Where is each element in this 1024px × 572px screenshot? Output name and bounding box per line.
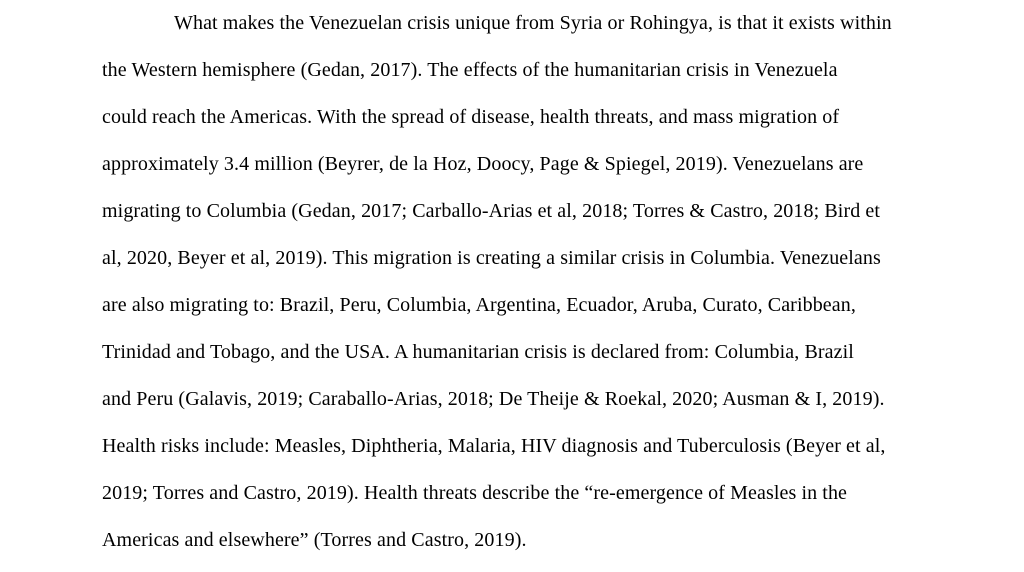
text-line: could reach the Americas. With the spread of disease, health threats, and mass migration of (102, 106, 840, 128)
text-line: al, 2020, Beyer et al, 2019). This migration is creating a similar crisis in Columbia. Venezuelans (102, 247, 881, 269)
text-line: Americas and elsewhere” (Torres and Castro, 2019). (102, 529, 527, 551)
text-line: the Western hemisphere (Gedan, 2017). The effects of the humanitarian crisis in Venezuela (102, 59, 838, 81)
text-line: are also migrating to: Brazil, Peru, Columbia, Argentina, Ecuador, Aruba, Curato, Caribbean, (102, 294, 856, 316)
text-line: What makes the Venezuelan crisis unique from Syria or Rohingya, is that it exists within (174, 12, 892, 34)
text-line: approximately 3.4 million (Beyrer, de la Hoz, Doocy, Page & Spiegel, 2019). Venezuelans are (102, 153, 864, 175)
text-line: migrating to Columbia (Gedan, 2017; Carballo-Arias et al, 2018; Torres & Castro, 2018; Bird et (102, 200, 881, 222)
text-line: 2019; Torres and Castro, 2019). Health threats describe the “re-emergence of Measles in the (102, 482, 848, 504)
text-line: Trinidad and Tobago, and the USA. A humanitarian crisis is declared from: Columbia, Brazil (102, 341, 854, 363)
text-line: and Peru (Galavis, 2019; Caraballo-Arias, 2018; De Theije & Roekal, 2020; Ausman & I, 2019). (102, 388, 885, 410)
text-line: Health risks include: Measles, Diphtheria, Malaria, HIV diagnosis and Tuberculosis (Beyer et al, (102, 435, 886, 457)
document-page (102, 0, 962, 564)
